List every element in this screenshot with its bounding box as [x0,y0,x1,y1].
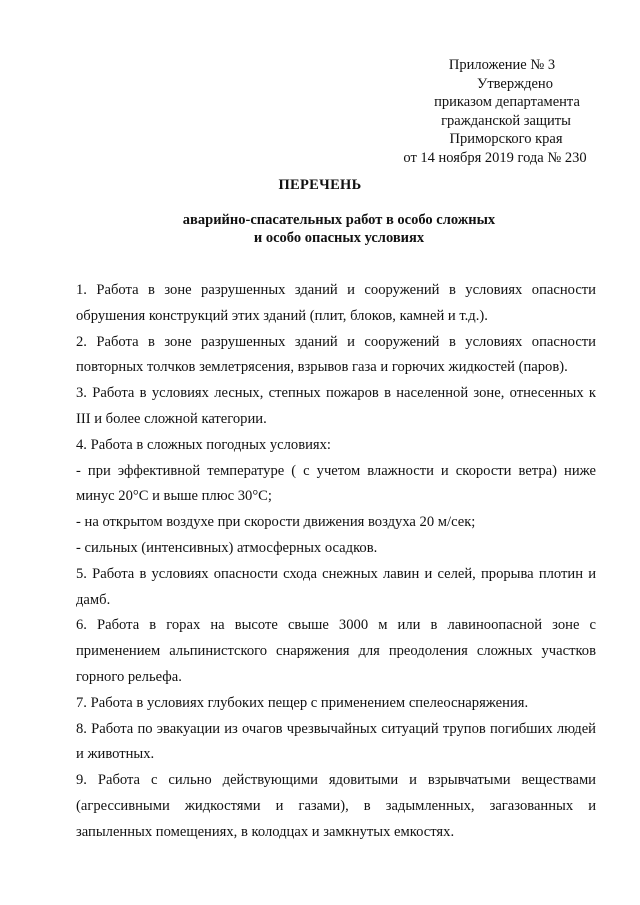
subtitle-line-1: аварийно-спасательных работ в особо сложных [182,212,496,228]
list-item: 4. Работа в сложных погодных условиях: [76,436,331,453]
order-line: приказом департамента [434,94,580,111]
list-item: 1. Работа в зоне разрушенных зданий и сооружений в условиях опасности обрушения конструкций этих зданий (плит, блоков, камней и т.д.). [76,282,596,324]
appendix-number: Приложение № 3 [448,57,556,73]
list-item: 6. Работа в горах на высоте свыше 3000 м или в лавиноопасной зоне с применением альпинистского снаряжения для преодоления сложных участков горного рельефа. [76,617,596,685]
approved-label: Утверждено [477,75,553,92]
order-date-line: от 14 ноября 2019 года № 230 [403,149,587,166]
department-line: гражданской защиты [441,112,571,129]
list-item: 7. Работа в условиях глубоких пещер с применением спелеоснаряжения. [76,694,529,711]
list-item: 5. Работа в условиях опасности схода снежных лавин и селей, прорыва плотин и дамб. [76,565,596,608]
list-body [76,278,596,846]
list-subitem: - при эффективной температуре ( с учетом влажности и скорости ветра) ниже минус 20°С и выше плюс 30°С; [76,462,596,505]
list-item: 8. Работа по эвакуации из очагов чрезвычайных ситуаций трупов погибших людей и животных. [76,720,596,763]
list-subitem: - сильных (интенсивных) атмосферных осадков. [76,539,378,556]
region-line: Приморского края [449,131,563,148]
subtitle-line-2: и особо опасных условиях [253,230,425,246]
list-item: 2. Работа в зоне разрушенных зданий и сооружений в условиях опасности повторных толчков землетрясения, взрывов газа и горючих жидкостей (паров). [76,333,596,376]
document-title: ПЕРЕЧЕНЬ [278,177,362,193]
document-subtitle [0,211,640,247]
list-item: 9. Работа с сильно действующими ядовитыми и взрывчатыми веществами (агрессивными жидкостями и газами), в задымленных, загазованных и запыленных помещениях, в колодцах и замкнутых емкостях. [76,772,596,840]
approval-block [390,56,600,168]
list-subitem: - на открытом воздухе при скорости движения воздуха 20 м/сек; [76,514,476,531]
list-item: 3. Работа в условиях лесных, степных пожаров в населенной зоне, отнесенных к III и более сложной категории. [76,385,596,427]
